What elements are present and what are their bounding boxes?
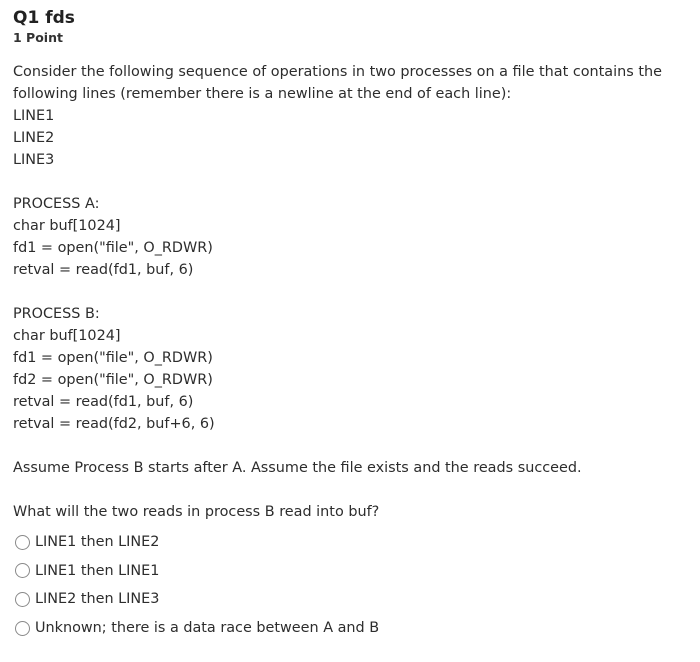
file-line: LINE1 xyxy=(13,108,55,124)
question-title: Q1 fds xyxy=(13,8,75,28)
process-a-header: PROCESS A: xyxy=(13,196,100,212)
intro-text-line: following lines (remember there is a newline at the end of each line): xyxy=(13,86,512,102)
question-points: 1 Point xyxy=(13,30,63,45)
process-b-code-line: fd1 = open("file", O_RDWR) xyxy=(13,350,213,366)
radio-button[interactable] xyxy=(15,535,30,550)
choice-label: LINE2 then LINE3 xyxy=(35,591,160,608)
intro-text-line: Consider the following sequence of operations in two processes on a file that contains the xyxy=(13,64,662,80)
question-ask: What will the two reads in process B read into buf? xyxy=(13,504,380,520)
process-b-code-line: retval = read(fd1, buf, 6) xyxy=(13,394,194,410)
process-b-code-line: char buf[1024] xyxy=(13,328,121,344)
choice-label: Unknown; there is a data race between A and B xyxy=(35,620,380,637)
choice-option-4[interactable] xyxy=(13,614,693,643)
file-line: LINE2 xyxy=(13,130,55,146)
choice-option-1[interactable] xyxy=(13,528,693,557)
process-a-code-line: retval = read(fd1, buf, 6) xyxy=(13,262,194,278)
radio-button[interactable] xyxy=(15,592,30,607)
assumption-text: Assume Process B starts after A. Assume the file exists and the reads succeed. xyxy=(13,460,582,476)
process-b-header: PROCESS B: xyxy=(13,306,100,322)
choice-option-2[interactable] xyxy=(13,557,693,586)
radio-button[interactable] xyxy=(15,621,30,636)
radio-button[interactable] xyxy=(15,563,30,578)
file-line: LINE3 xyxy=(13,152,55,168)
process-b-code-line: retval = read(fd2, buf+6, 6) xyxy=(13,416,215,432)
choice-label: LINE1 then LINE1 xyxy=(35,562,160,579)
choice-label: LINE1 then LINE2 xyxy=(35,534,160,551)
choice-option-3[interactable] xyxy=(13,585,693,614)
process-a-code-line: fd1 = open("file", O_RDWR) xyxy=(13,240,213,256)
process-a-code-line: char buf[1024] xyxy=(13,218,121,234)
answer-choices xyxy=(13,528,693,642)
question-prompt xyxy=(13,61,693,523)
process-b-code-line: fd2 = open("file", O_RDWR) xyxy=(13,372,213,388)
